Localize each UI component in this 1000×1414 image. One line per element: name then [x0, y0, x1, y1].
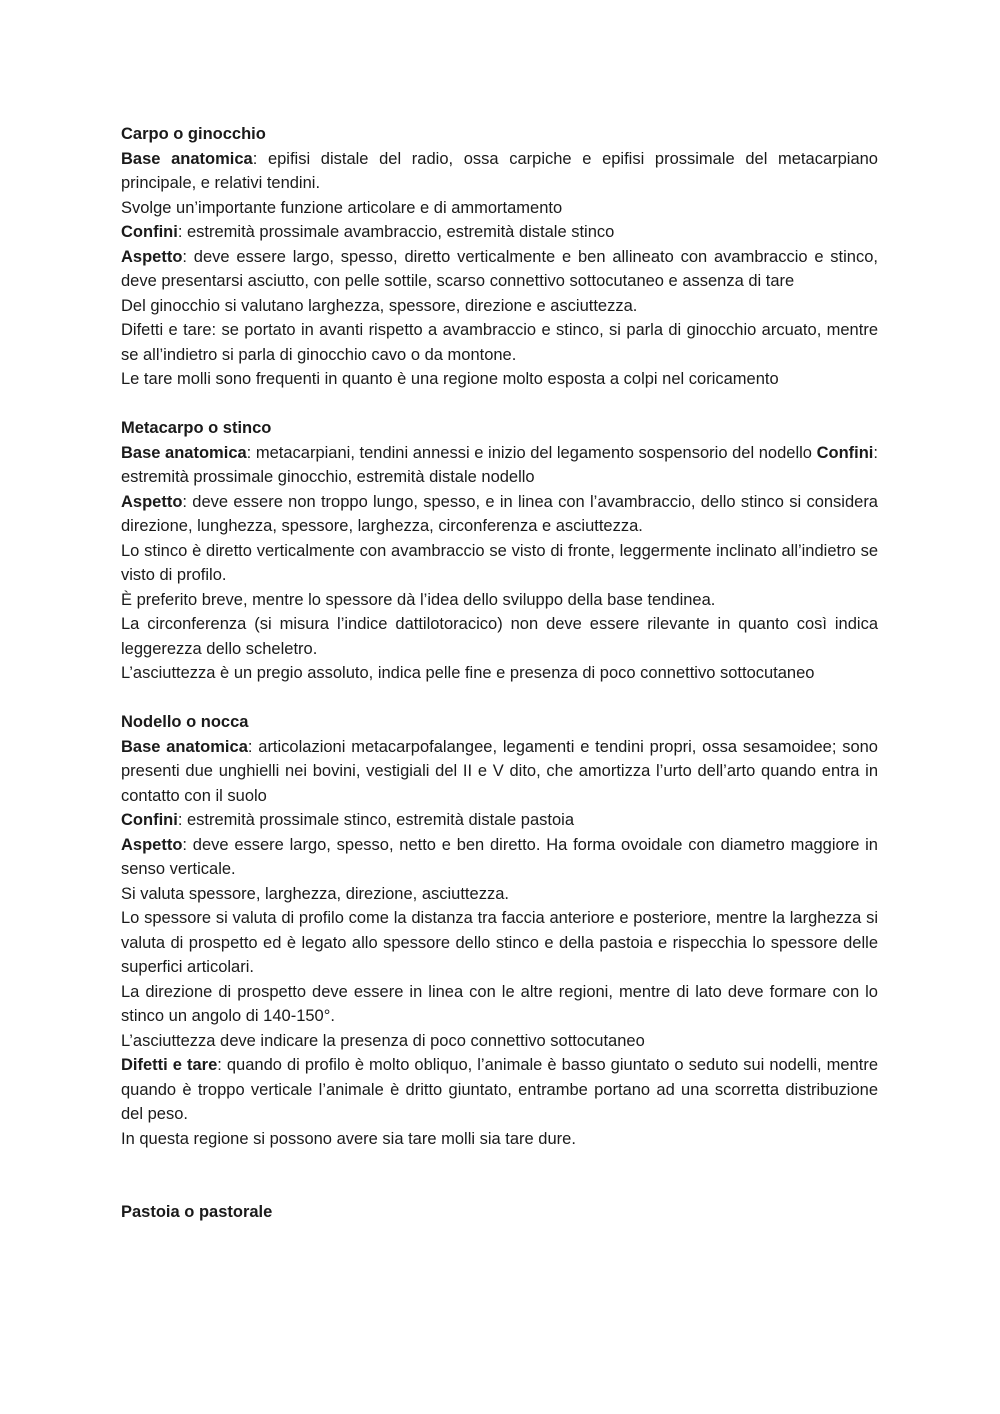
- paragraph: [121, 1053, 878, 1127]
- document-page: [121, 122, 878, 1225]
- paragraph: [121, 441, 878, 490]
- paragraph-text: L’asciuttezza è un pregio assoluto, indica pelle fine e presenza di poco connettivo sottocutaneo: [121, 664, 815, 682]
- paragraph-label: Difetti e tare: [121, 1056, 218, 1074]
- paragraph-text: È preferito breve, mentre lo spessore dà l’idea dello sviluppo della base tendinea.: [121, 590, 716, 609]
- paragraph-text: : deve essere non troppo lungo, spesso, e in linea con l’avambraccio, dello stinco si considera direzione, lunghezza, spessore, larghezza, circonferenza e asciuttezza.: [121, 492, 878, 535]
- paragraph: [121, 147, 878, 196]
- paragraph-label: Base anatomica: [121, 149, 253, 168]
- paragraph-label: Base anatomica: [121, 737, 248, 756]
- section-metacarpo: [121, 416, 878, 686]
- paragraph-text: Del ginocchio si valutano larghezza, spessore, direzione e asciuttezza.: [121, 296, 638, 315]
- paragraph-text: Lo spessore si valuta di profilo come la distanza tra faccia anteriore e posteriore, mentre la larghezza si valuta di prospetto ed è legato allo spessore dello stinco e della pastoia e rispecchia lo spessore delle superfici articolari.: [121, 909, 878, 976]
- paragraph: [121, 906, 878, 980]
- section-pastoia: [121, 1200, 878, 1225]
- paragraph-text: Svolge un’importante funzione articolare e di ammortamento: [121, 198, 563, 217]
- paragraph-text: : deve essere largo, spesso, diretto verticalmente e ben allineato con avambraccio e stinco, deve presentarsi asciutto, con pelle sottile, scarso connettivo sottocutaneo e assenza di tare: [121, 247, 878, 290]
- paragraph-text: La circonferenza (si misura l’indice dattilotoracico) non deve essere rilevante in quanto così indica leggerezza dello scheletro.: [121, 615, 878, 658]
- paragraph: [121, 612, 878, 661]
- paragraph-label: Base anatomica: [121, 443, 247, 462]
- section-nodello: [121, 710, 878, 1151]
- paragraph-text: : quando di profilo è molto obliquo, l’animale è basso giuntato o seduto sui nodelli, mentre quando è troppo verticale l’animale è dritto giuntato, entrambe portano ad una scorretta distribuzione del peso.: [121, 1056, 879, 1123]
- paragraph-text: : articolazioni metacarpofalangee, legamenti e tendini propri, ossa sesamoidee; sono presenti due unghielli nei bovini, vestigiali del II e V dito, che amortizza l’urto dell’arto quando entra in contatto con il suolo: [121, 737, 878, 805]
- paragraph-text: In questa regione si possono avere sia tare molli sia tare dure.: [121, 1129, 576, 1148]
- paragraph-text: : epifisi distale del radio, ossa carpiche e epifisi prossimale del metacarpiano principale, e relativi tendini.: [121, 149, 878, 192]
- paragraph-text: La direzione di prospetto deve essere in linea con le altre regioni, mentre di lato deve formare con lo stinco un angolo di 140-150°.: [121, 982, 878, 1025]
- paragraph-label: Aspetto: [121, 835, 183, 854]
- paragraph-text: Difetti e tare: se portato in avanti rispetto a avambraccio e stinco, si parla di ginocchio arcuato, mentre se all’indietro si parla di ginocchio cavo o da montone.: [121, 321, 878, 364]
- paragraph-text: L’asciuttezza deve indicare la presenza di poco connettivo sottocutaneo: [121, 1031, 645, 1050]
- paragraph: [121, 196, 878, 221]
- paragraph-label: Aspetto: [121, 247, 183, 266]
- paragraph: [121, 539, 878, 588]
- paragraph: [121, 833, 878, 882]
- paragraph: [121, 367, 878, 392]
- paragraph: [121, 1127, 878, 1152]
- section-carpo: [121, 122, 878, 392]
- paragraph-label: Confini: [121, 223, 178, 241]
- paragraph-label: Aspetto: [121, 492, 183, 511]
- paragraph: [121, 980, 878, 1029]
- paragraph: [121, 318, 878, 367]
- paragraph: [121, 735, 878, 809]
- paragraph: [121, 882, 878, 907]
- paragraph: [121, 245, 878, 294]
- section-title: Metacarpo o stinco: [121, 419, 272, 437]
- paragraph-text: : deve essere largo, spesso, netto e ben diretto. Ha forma ovoidale con diametro maggiore in senso verticale.: [121, 835, 878, 878]
- paragraph: [121, 661, 878, 686]
- paragraph-text: Lo stinco è diretto verticalmente con avambraccio se visto di fronte, leggermente inclinato all’indietro se visto di profilo.: [121, 541, 878, 584]
- section-title: Carpo o ginocchio: [121, 125, 266, 143]
- section-title: Nodello o nocca: [121, 713, 249, 731]
- paragraph-text: : estremità prossimale avambraccio, estremità distale stinco: [177, 223, 615, 241]
- paragraph: [121, 1029, 878, 1054]
- paragraph: [121, 220, 878, 245]
- paragraph-label: Confini: [816, 443, 874, 462]
- paragraph-text: : metacarpiani, tendini annessi e inizio del legamento sospensorio del nodello: [246, 443, 817, 462]
- paragraph: [121, 588, 878, 613]
- paragraph-text: Si valuta spessore, larghezza, direzione, asciuttezza.: [121, 884, 509, 903]
- section-title: Pastoia o pastorale: [121, 1203, 273, 1221]
- paragraph: [121, 294, 878, 319]
- paragraph-text: : estremità prossimale stinco, estremità distale pastoia: [177, 811, 574, 829]
- paragraph-label: Confini: [121, 811, 178, 829]
- paragraph-text: : estremità prossimale ginocchio, estremità distale nodello: [121, 443, 878, 486]
- paragraph-text: Le tare molli sono frequenti in quanto è una regione molto esposta a colpi nel coricamento: [121, 370, 779, 388]
- paragraph: [121, 490, 878, 539]
- paragraph: [121, 808, 878, 833]
